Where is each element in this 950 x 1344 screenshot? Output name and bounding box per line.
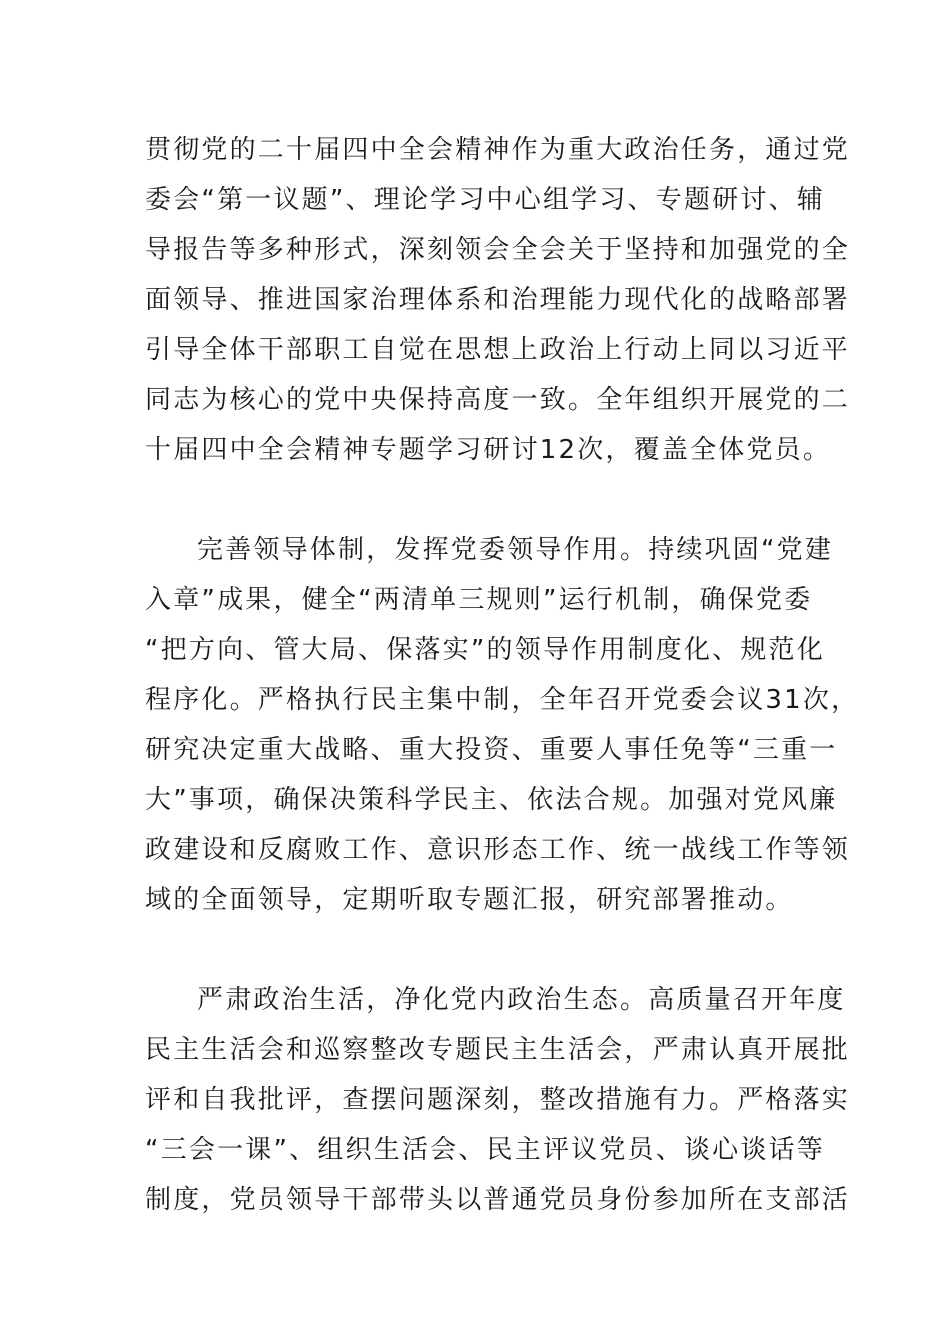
paragraph-line: “把方向、管大局、保落实”的领导作用制度化、规范化 xyxy=(145,635,825,665)
paragraph-line: 域的全面领导，定期听取专题汇报，研究部署推动。 xyxy=(145,885,794,915)
paragraph-line: 面领导、推进国家治理体系和治理能力现代化的战略部署 xyxy=(145,285,851,315)
paragraph-line: 研究决定重大战略、重大投资、重要人事任免等“三重一 xyxy=(145,735,838,765)
paragraph-line: “三会一课”、组织生活会、民主评议党员、谈心谈话等 xyxy=(145,1135,825,1165)
paragraph-line: 严肃政治生活，净化党内政治生态。高质量召开年度 xyxy=(197,985,846,1015)
paragraph-line: 评和自我批评，查摆问题深刻，整改措施有力。严格落实 xyxy=(145,1085,851,1115)
paragraph-line: 同志为核心的党中央保持高度一致。全年组织开展党的二 xyxy=(145,385,851,415)
paragraph-line: 民主生活会和巡察整改专题民主生活会，严肃认真开展批 xyxy=(145,1035,851,1065)
paragraph-line: 入章”成果，健全“两清单三规则”运行机制，确保党委 xyxy=(145,585,813,615)
paragraph-line: 政建设和反腐败工作、意识形态工作、统一战线工作等领 xyxy=(145,835,851,865)
paragraph-line: 程序化。严格执行民主集中制，全年召开党委会议31次， xyxy=(145,685,860,715)
paragraph-line: 委会“第一议题”、理论学习中心组学习、专题研讨、辅 xyxy=(145,185,825,215)
paragraph-line: 导报告等多种形式，深刻领会全会关于坚持和加强党的全 xyxy=(145,235,851,265)
paragraph-line: 制度，党员领导干部带头以普通党员身份参加所在支部活 xyxy=(145,1185,851,1215)
paragraph-line: 大”事项，确保决策科学民主、依法合规。加强对党风廉 xyxy=(145,785,838,815)
paragraph-line: 引导全体干部职工自觉在思想上政治上行动上同以习近平 xyxy=(145,335,851,365)
paragraph-line: 十届四中全会精神专题学习研讨12次，覆盖全体党员。 xyxy=(145,435,832,465)
paragraph-line: 完善领导体制，发挥党委领导作用。持续巩固“党建 xyxy=(197,535,834,565)
paragraph-line: 贯彻党的二十届四中全会精神作为重大政治任务，通过党 xyxy=(145,135,851,165)
